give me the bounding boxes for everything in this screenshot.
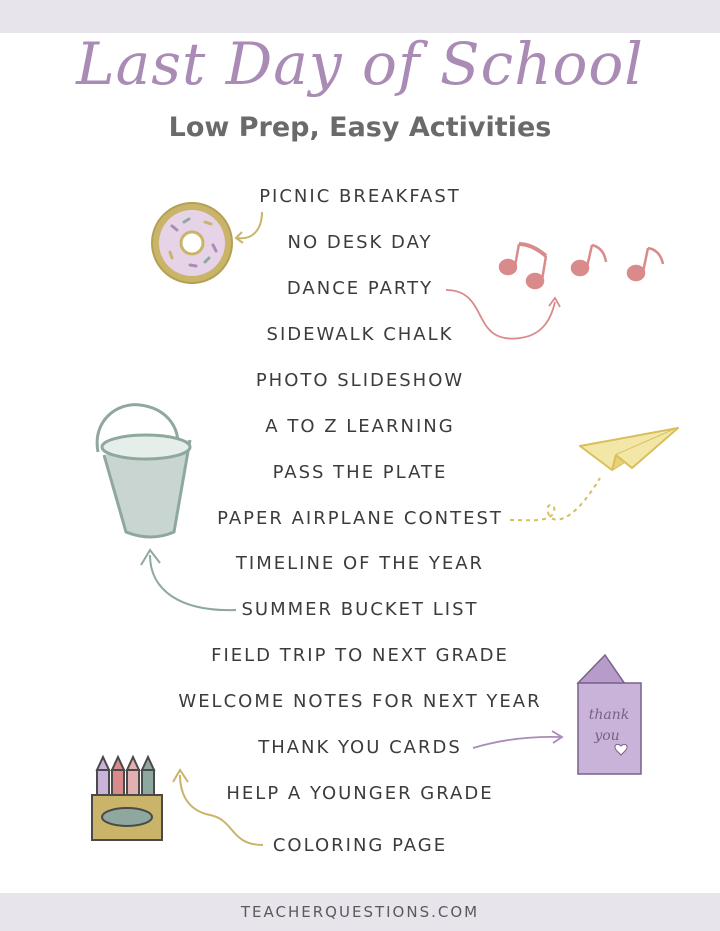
music-notes-icon (500, 244, 663, 288)
activity-item: COLORING PAGE (272, 835, 448, 856)
activity-item: THANK YOU CARDS (258, 737, 462, 758)
activity-item: DANCE PARTY (286, 278, 434, 299)
activity-item: PAPER AIRPLANE CONTEST (217, 508, 503, 529)
activity-item: SIDEWALK CHALK (266, 324, 454, 345)
activity-item: PICNIC BREAKFAST (259, 186, 461, 207)
activity-item: HELP A YOUNGER GRADE (226, 783, 494, 804)
paper-airplane-icon (580, 428, 678, 470)
bucket-icon (97, 405, 190, 537)
activity-item: TIMELINE OF THE YEAR (235, 553, 485, 574)
footer-site: TEACHERQUESTIONS.COM (240, 903, 480, 921)
activity-item: FIELD TRIP TO NEXT GRADE (211, 645, 509, 666)
activity-item: A TO Z LEARNING (265, 416, 455, 437)
thank-you-card-icon (578, 655, 641, 774)
activity-item: NO DESK DAY (287, 232, 433, 253)
page-subtitle: Low Prep, Easy Activities (168, 112, 552, 143)
activity-item: SUMMER BUCKET LIST (241, 599, 479, 620)
crayon-box-icon (92, 757, 162, 840)
card-text-thank: thank (588, 707, 630, 723)
page-title: Last Day of School (76, 30, 644, 98)
activity-item: PASS THE PLATE (272, 462, 448, 483)
donut-icon (152, 203, 232, 283)
activity-item: WELCOME NOTES FOR NEXT YEAR (178, 691, 542, 712)
activity-item: PHOTO SLIDESHOW (255, 370, 465, 391)
card-text-you: you (594, 728, 620, 744)
